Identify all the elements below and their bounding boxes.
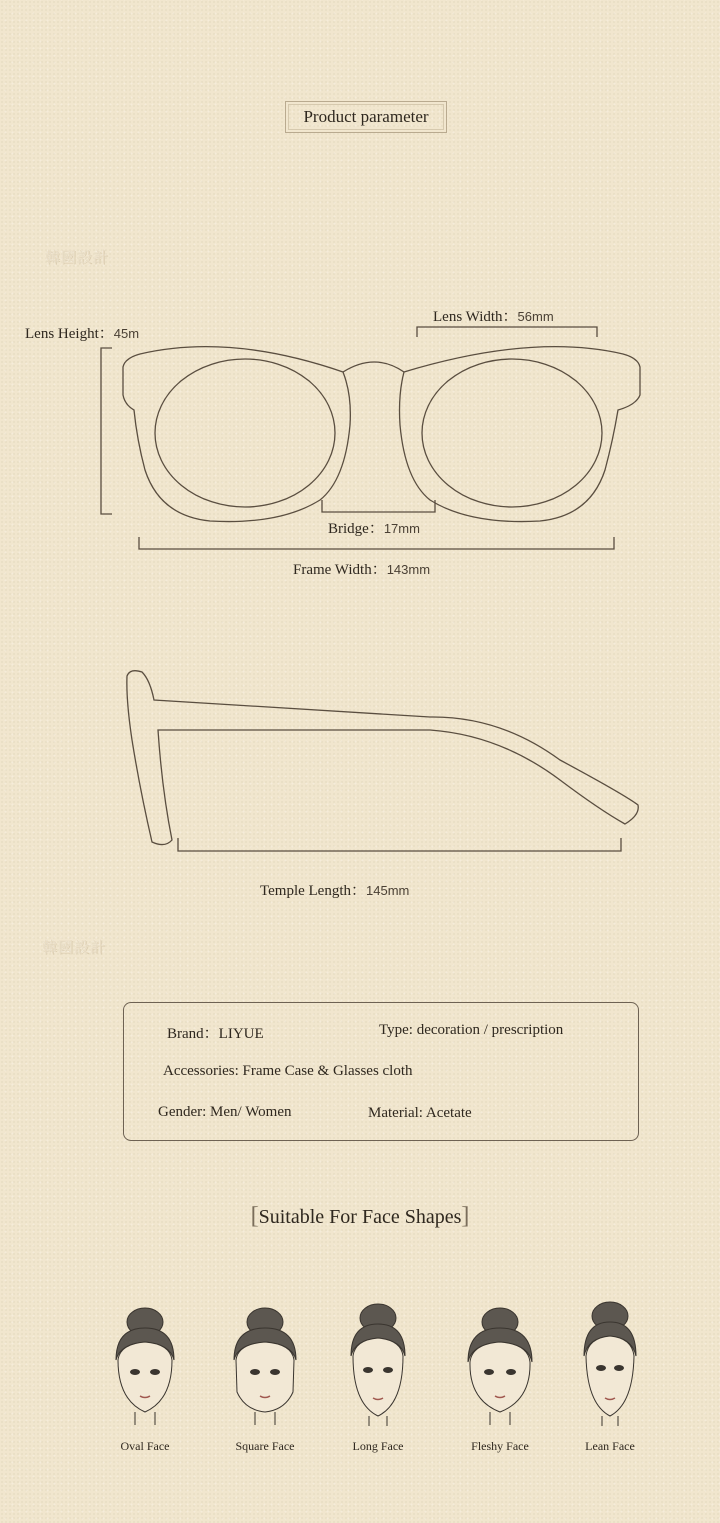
long-face-illustration bbox=[333, 1300, 423, 1430]
spec-brand: Brand：LIYUE bbox=[167, 1026, 264, 1042]
bridge-value: 17mm bbox=[383, 521, 420, 536]
frame-width-dimension-line bbox=[139, 537, 614, 549]
face-caption-square: Square Face bbox=[235, 1439, 295, 1453]
bracket-close: ] bbox=[461, 1203, 470, 1229]
bridge-outline bbox=[343, 362, 404, 372]
temple-length-dimension-line bbox=[178, 838, 621, 851]
square-face-illustration bbox=[220, 1300, 310, 1430]
face-caption-oval: Oval Face bbox=[120, 1439, 170, 1453]
oval-face-illustration bbox=[100, 1300, 190, 1430]
temple-length-value: 145mm bbox=[366, 883, 410, 898]
temple-length-label: Temple Length：145mm bbox=[260, 883, 410, 899]
spec-type: Type: decoration / prescription bbox=[379, 1022, 564, 1038]
lens-height-dimension-line bbox=[101, 348, 112, 514]
lens-height-value: 45m bbox=[113, 326, 140, 341]
spec-material: Material: Acetate bbox=[368, 1105, 472, 1121]
face-fleshy bbox=[455, 1300, 545, 1454]
page-title: Product parameter bbox=[285, 101, 447, 133]
face-shapes-title: [Suitable For Face Shapes] bbox=[250, 1203, 470, 1229]
face-lean bbox=[565, 1300, 655, 1454]
lens-width-label: Lens Width：56mm bbox=[433, 309, 554, 325]
face-long bbox=[333, 1300, 423, 1454]
lens-height-label: Lens Height：45m bbox=[25, 326, 140, 342]
spec-gender: Gender: Men/ Women bbox=[158, 1104, 292, 1120]
lean-face-illustration bbox=[565, 1300, 655, 1430]
fleshy-face-illustration bbox=[455, 1300, 545, 1430]
lens-width-dimension-line bbox=[417, 327, 597, 337]
watermark-logo-2: 韓國設計 bbox=[42, 938, 107, 956]
face-caption-long: Long Face bbox=[352, 1439, 404, 1453]
right-lens bbox=[422, 359, 602, 507]
left-frame-outline bbox=[123, 347, 350, 522]
face-oval bbox=[100, 1300, 190, 1454]
face-caption-fleshy: Fleshy Face bbox=[471, 1439, 529, 1453]
frame-width-label: Frame Width：143mm bbox=[293, 562, 431, 578]
left-lens bbox=[155, 359, 335, 507]
temple-outline bbox=[127, 671, 638, 845]
bridge-dimension-line bbox=[322, 500, 435, 512]
right-frame-outline bbox=[400, 347, 641, 522]
frame-width-value: 143mm bbox=[386, 562, 431, 577]
lens-width-value: 56mm bbox=[517, 309, 554, 324]
bracket-open: [ bbox=[250, 1203, 259, 1229]
watermark-logo-1: 韓國設計 bbox=[45, 248, 110, 266]
spec-accessories: Accessories: Frame Case & Glasses cloth bbox=[163, 1063, 413, 1079]
bridge-label: Bridge：17mm bbox=[328, 521, 420, 537]
face-square bbox=[220, 1300, 310, 1454]
face-caption-lean: Lean Face bbox=[585, 1439, 635, 1453]
